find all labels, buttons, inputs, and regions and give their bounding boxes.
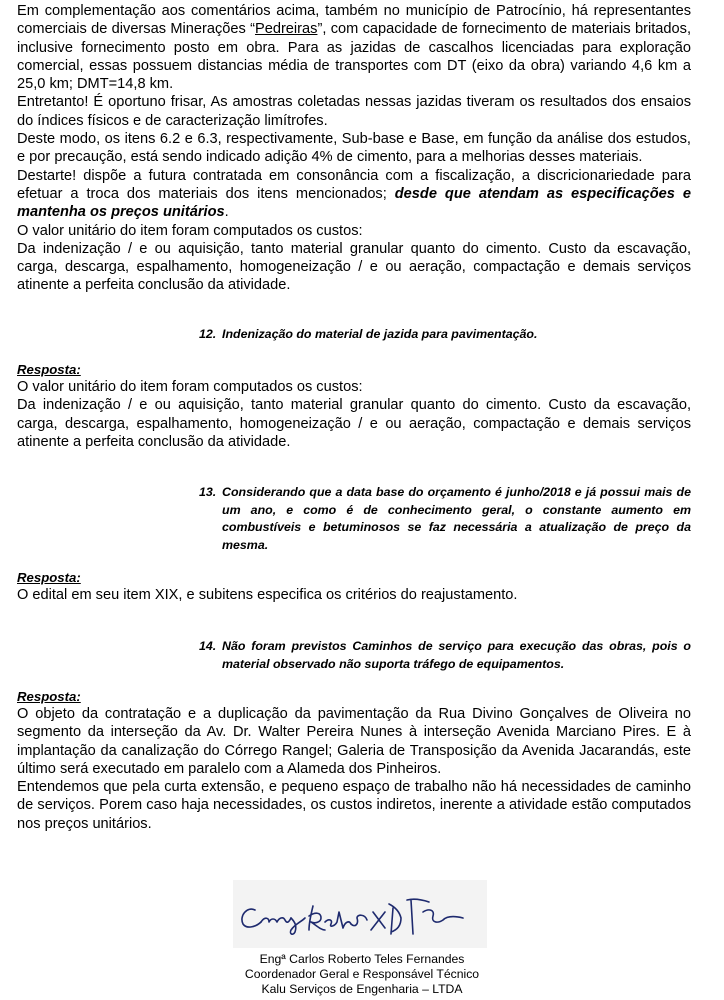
answer-12-paragraph-1: O valor unitário do item foram computados os custos: <box>17 379 363 395</box>
question-13-text: Considerando que a data base do orçamento é junho/2018 e já possui mais de um ano, e como é de conhecimento geral, o constante aumento em combustíveis e betuminosos se faz necessária a atualização de preço da mesma. <box>222 485 691 552</box>
intro-section <box>17 2 691 295</box>
handwritten-signature <box>225 878 495 952</box>
answer-13-paragraph-1: O edital em seu item XIX, e subitens especifica os critérios do reajustamento. <box>17 587 518 603</box>
question-13-number: 13. <box>199 485 217 499</box>
intro-paragraph-2: Entretanto! É oportuno frisar, As amostras coletadas nessas jazidas tiveram os resultados dos ensaios do índices físicos e de caracterização limítrofes. <box>17 94 691 129</box>
intro-paragraph-4: Destarte! dispõe a futura contratada em consonância com a fiscalização, a discricionariedade para efetuar a troca dos materiais dos itens mencionados; desde que atendam as especificações e mantenha os preços unitários. <box>17 167 691 221</box>
question-12-number: 12. <box>199 327 217 341</box>
answer-14 <box>17 689 691 833</box>
answer-14-paragraph-1: O objeto da contratação e a duplicação da pavimentação da Rua Divino Gonçalves de Oliveira no segmento da interseção da Av. Dr. Walter Pereira Nunes à interseção Avenida Marciano Pires. E à implantação da canalização do Córrego Rangel; Galeria de Transposição da Avenida Jacarandás, este último será executado em paralelo com a Alameda dos Pinheiros. <box>17 706 691 777</box>
question-14 <box>199 638 691 673</box>
emphasis-text: desde que atendam as especificações e mantenha os preços unitários <box>17 185 691 221</box>
question-14-number: 14. <box>199 639 217 653</box>
signer-name: Engª Carlos Roberto Teles Fernandes <box>259 952 465 966</box>
question-13 <box>199 484 691 554</box>
answer-13 <box>17 570 691 604</box>
signer-role: Coordenador Geral e Responsável Técnico <box>244 967 480 981</box>
answer-12 <box>17 362 691 451</box>
intro-paragraph-1: Em complementação aos comentários acima, também no município de Patrocínio, há representantes comerciais de diversas Minerações “Pedreiras”, com capacidade de fornecimento de materiais britados, inclusive fornecimento posto em obra. Para as jazidas de cascalhos licenciadas para exploração comercial, essas possuem distancias média de transportes com DT (eixo da obra) variando 4,6 km a 25,0 km; DMT=14,8 km. <box>17 3 691 93</box>
intro-paragraph-6: Da indenização / e ou aquisição, tanto material granular quanto do cimento. Custo da escavação, carga, descarga, espalhamento, homogeneização / e ou aeração, compactação e demais serviços atinente a perfeita conclusão da atividade. <box>17 240 691 294</box>
signature-area <box>225 878 495 952</box>
answer-14-paragraph-2: Entendemos que pela curta extensão, e pequeno espaço de trabalho não há necessidades de caminho de serviços. Porem caso haja necessidades, os custos indiretos, inerente a atividade estão computados nos preços unitários. <box>17 779 691 832</box>
answer-13-label: Resposta: <box>17 570 81 585</box>
answer-14-label: Resposta: <box>17 689 81 704</box>
question-12 <box>199 326 669 344</box>
signer-company: Kalu Serviços de Engenharia – LTDA <box>261 982 463 996</box>
question-14-text: Não foram previstos Caminhos de serviço para execução das obras, pois o material observado não suporta tráfego de equipamentos. <box>222 639 691 671</box>
answer-12-label: Resposta: <box>17 362 81 377</box>
intro-paragraph-5: O valor unitário do item foram computados os custos: <box>17 222 363 239</box>
pedreiras-term: Pedreiras <box>254 21 318 38</box>
answer-12-paragraph-2: Da indenização / e ou aquisição, tanto material granular quanto do cimento. Custo da escavação, carga, descarga, espalhamento, homogeneização / e ou aeração, compactação e demais serviços atinente a perfeita conclusão da atividade. <box>17 397 691 450</box>
intro-paragraph-3: Deste modo, os itens 6.2 e 6.3, respectivamente, Sub-base e Base, em função da análise dos estudos, e por precaução, está sendo indicado adição 4% de cimento, para a melhorias desses materiais. <box>17 131 691 166</box>
question-12-text: Indenização do material de jazida para pavimentação. <box>222 327 538 341</box>
